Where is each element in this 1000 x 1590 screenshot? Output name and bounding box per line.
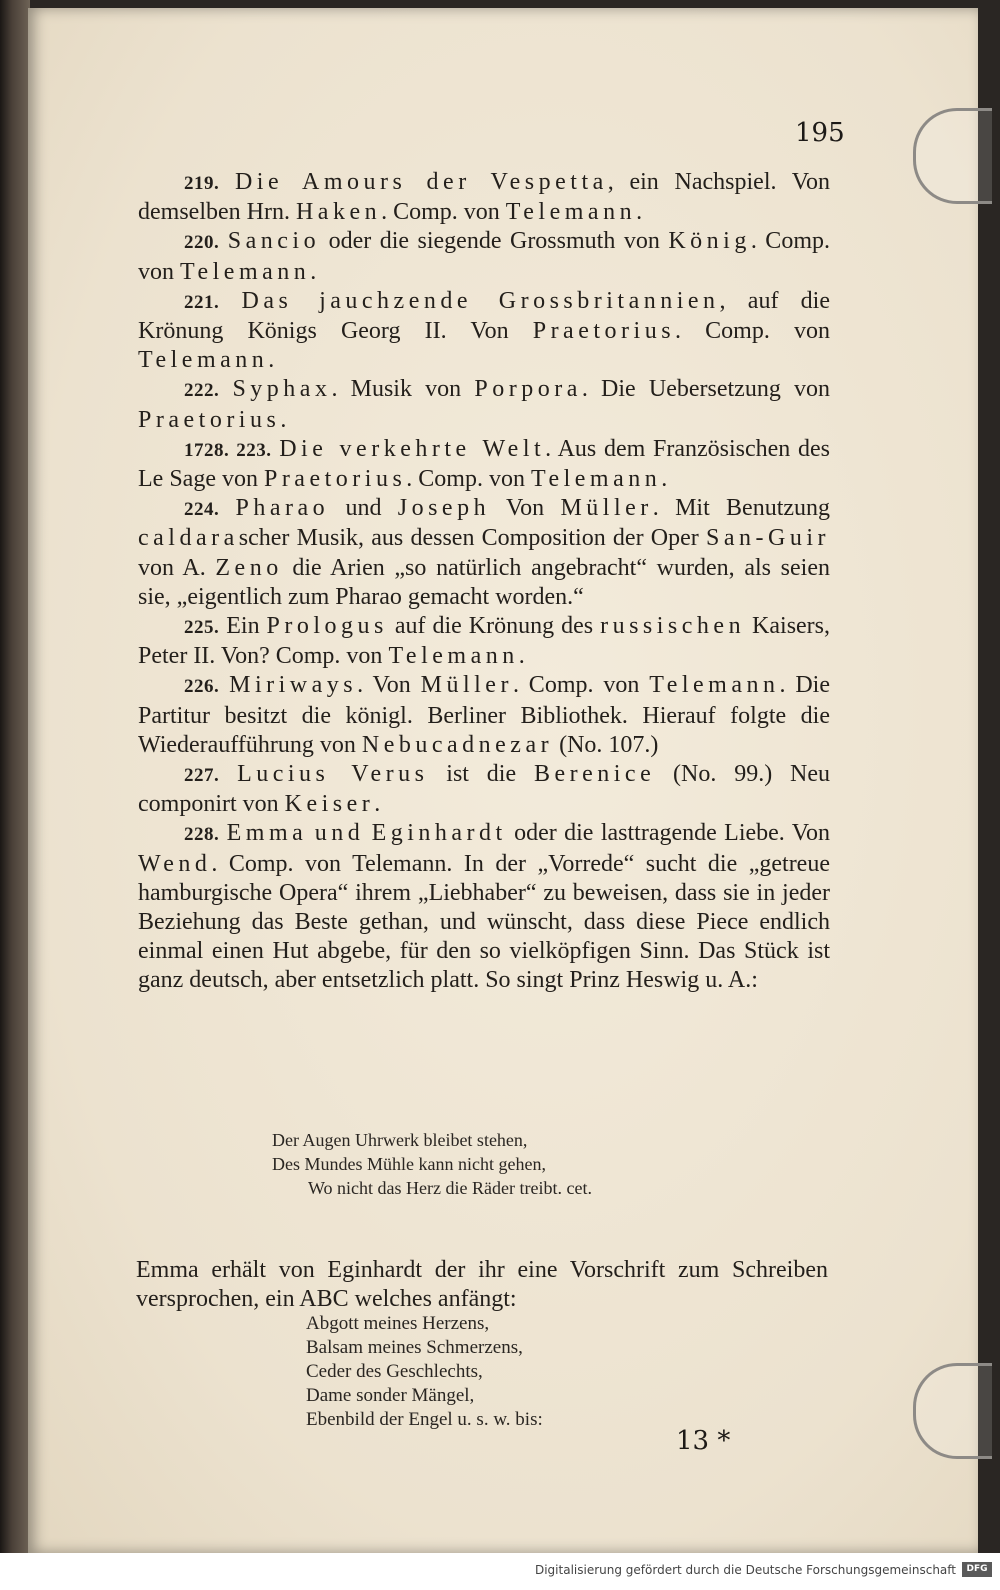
entry-text: Ein: [226, 613, 267, 640]
footer-bar: [0, 1553, 1000, 1590]
catalog-entry: [138, 612, 830, 671]
spaced-name: Die verkehrte Welt: [279, 435, 546, 462]
spaced-name: Telemann: [180, 258, 311, 285]
entry-text: von A.: [138, 554, 216, 581]
spaced-name: Syphax: [232, 376, 332, 403]
entry-number: 220.: [184, 232, 220, 254]
entry-text: [364, 820, 371, 846]
signature-mark: 13 *: [676, 1426, 731, 1456]
spaced-name: Berenice: [533, 761, 656, 788]
entry-number: 226.: [184, 676, 220, 698]
entry-number: 227.: [184, 765, 220, 787]
verse-line: Wo nicht das Herz die Räder treibt. cet.: [308, 1178, 592, 1198]
entry-text: . Comp. von: [381, 199, 506, 226]
entry-text: die Arien „so natürlich angebracht“ wurden, als seien sie, „eigentlich zum Pharao gemacht worden.“: [138, 554, 830, 610]
spaced-name: Porpora: [474, 376, 582, 403]
entry-text: . Comp. von: [138, 228, 830, 285]
verse-line: Der Augen Uhrwerk bleibet stehen,: [272, 1130, 528, 1150]
entry-text: auf die Krönung des: [387, 613, 601, 640]
page-clip-bottom: [913, 1363, 992, 1459]
entry-list: [138, 168, 830, 996]
spaced-name: Wend: [138, 850, 212, 877]
spaced-name: Miriways: [229, 672, 358, 699]
spaced-name: Telemann: [138, 347, 269, 374]
entry-text: . Von: [357, 672, 421, 699]
catalog-entry: [138, 494, 830, 612]
entry-text: . Die Uebersetzung von: [581, 376, 830, 403]
entry-text: . Comp. von Telemann. In der „Vorrede“ sucht die „getreue hamburgische Opera“ ihrem „Liebhaber“ zu beweisen, dass sie in jeder Beziehung das Beste gethan, und wünscht, dass diese Piece endlich einmal einen Hut abgebe, für den so vielköpfigen Sinn. Das Stück ist ganz deutsch, aber entsetzlich platt. So singt Prinz Heswig u. A.:: [138, 850, 830, 994]
spaced-name: König: [668, 228, 751, 255]
dfg-logo-icon[interactable]: DFG: [962, 1562, 992, 1577]
entry-text: scher Musik, aus dessen Composition der Oper: [238, 525, 707, 552]
entry-text: , auf die Krönung Königs Georg II. Von: [138, 287, 830, 345]
entry-text: .: [661, 466, 668, 493]
spaced-name: Telemann: [388, 643, 519, 670]
entry-text: . Mit Benutzung: [652, 495, 831, 522]
entry-text: oder die siegende Grossmuth von: [320, 228, 669, 255]
entry-text: . Die Partitur besitzt die königl. Berliner Bibliothek. Hierauf folgte die Wiederaufführung von: [138, 672, 830, 758]
entry-text: [307, 820, 314, 846]
entry-text: (No. 99.) Neu componirt von: [138, 761, 830, 818]
catalog-entry: [138, 435, 830, 494]
entry-text: . Comp. von: [675, 318, 830, 345]
catalog-entry: [138, 671, 830, 760]
spaced-name: Praetorius: [263, 466, 407, 493]
spaced-name: russischen: [600, 613, 746, 640]
entry-text: . Comp. von: [512, 672, 650, 699]
entry-number: 225.: [184, 617, 220, 639]
catalog-entry: [138, 287, 830, 376]
entry-text: .: [518, 643, 525, 670]
catalog-entry: [138, 819, 830, 995]
entry-text: .: [636, 199, 643, 226]
entry-text: . Musik von: [331, 376, 475, 403]
entry-text: und: [329, 495, 398, 522]
catalog-entry: [138, 227, 830, 286]
spaced-name: Haken: [295, 199, 382, 226]
verse-line: Dame sonder Mängel,: [306, 1385, 475, 1406]
page-clip-top: [913, 108, 992, 204]
verse-quote-1: [272, 1128, 592, 1200]
spaced-name: Praetorius: [138, 406, 281, 433]
verse-quote-2: [306, 1312, 543, 1432]
entry-number: 221.: [184, 291, 220, 313]
spaced-name: Sancio: [227, 228, 321, 255]
page-number: 195: [795, 118, 845, 148]
spaced-name: Nebucadnezar: [361, 731, 554, 758]
entry-text: Kaisers, Peter II. Von? Comp. von: [138, 613, 831, 670]
spaced-name: Telemann: [649, 672, 780, 699]
entry-text: .: [310, 258, 317, 285]
entry-text: . Aus dem Französischen des Le Sage von: [138, 435, 830, 493]
spaced-name: Keiser: [284, 791, 375, 818]
entry-number: 222.: [184, 380, 220, 402]
verse-line: Ceder des Geschlechts,: [306, 1361, 483, 1382]
spaced-name: Joseph: [397, 495, 491, 522]
footer-credit[interactable]: Digitalisierung gefördert durch die Deutsche Forschungsgemeinschaft: [534, 1563, 956, 1577]
entry-number: 228.: [184, 824, 220, 846]
entry-text: ist die: [428, 761, 534, 788]
spaced-name: Praetorius: [532, 318, 676, 345]
spaced-name: Telemann: [530, 466, 662, 493]
entry-text: (No. 107.): [553, 731, 659, 758]
entry-text: oder die lasttragende Liebe. Von: [506, 820, 830, 847]
entry-number: 224.: [184, 499, 220, 521]
book-spine: [0, 0, 30, 1560]
spaced-name: San-Guir: [706, 525, 830, 552]
catalog-entry: [138, 375, 830, 434]
entry-text: .: [280, 406, 287, 433]
spaced-name: Telemann: [505, 199, 637, 226]
spaced-name: caldara: [138, 525, 239, 552]
verse-line: Ebenbild der Engel u. s. w. bis:: [306, 1409, 543, 1430]
entry-text: , ein Nachspiel. Von demselben Hrn.: [138, 169, 831, 226]
verse-line: Des Mundes Mühle kann nicht gehen,: [272, 1154, 546, 1174]
spaced-name: Müller: [420, 672, 513, 699]
entry-number: 1728. 223.: [184, 439, 272, 461]
entry-text: . Comp. von: [406, 466, 531, 493]
spaced-name: Zeno: [215, 554, 283, 581]
spaced-name: Pharao: [235, 495, 330, 522]
entry-text: .: [374, 791, 381, 818]
spaced-name: Prologus: [266, 613, 388, 640]
spaced-name: und: [314, 820, 365, 847]
emma-paragraph: Emma erhält von Eginhardt der ihr eine Vorschrift zum Schreiben versprochen, ein ABC welches anfängt:: [136, 1257, 828, 1313]
spaced-name: Lucius Verus: [237, 761, 429, 788]
entry-text: .: [268, 347, 275, 374]
spaced-name: Das jauchzende Grossbritannien: [241, 287, 720, 314]
verse-line: Abgott meines Herzens,: [306, 1313, 490, 1334]
spaced-name: Emma: [226, 820, 308, 847]
spaced-name: Eginhardt: [371, 820, 507, 847]
catalog-entry: [138, 168, 830, 227]
spaced-name: Müller: [560, 495, 653, 522]
catalog-entry: [138, 760, 830, 819]
spaced-name: Die Amours der Vespetta: [234, 169, 608, 195]
entry-number: 219.: [184, 173, 220, 194]
verse-line: Balsam meines Schmerzens,: [306, 1337, 523, 1358]
entry-text: Von: [490, 495, 561, 522]
